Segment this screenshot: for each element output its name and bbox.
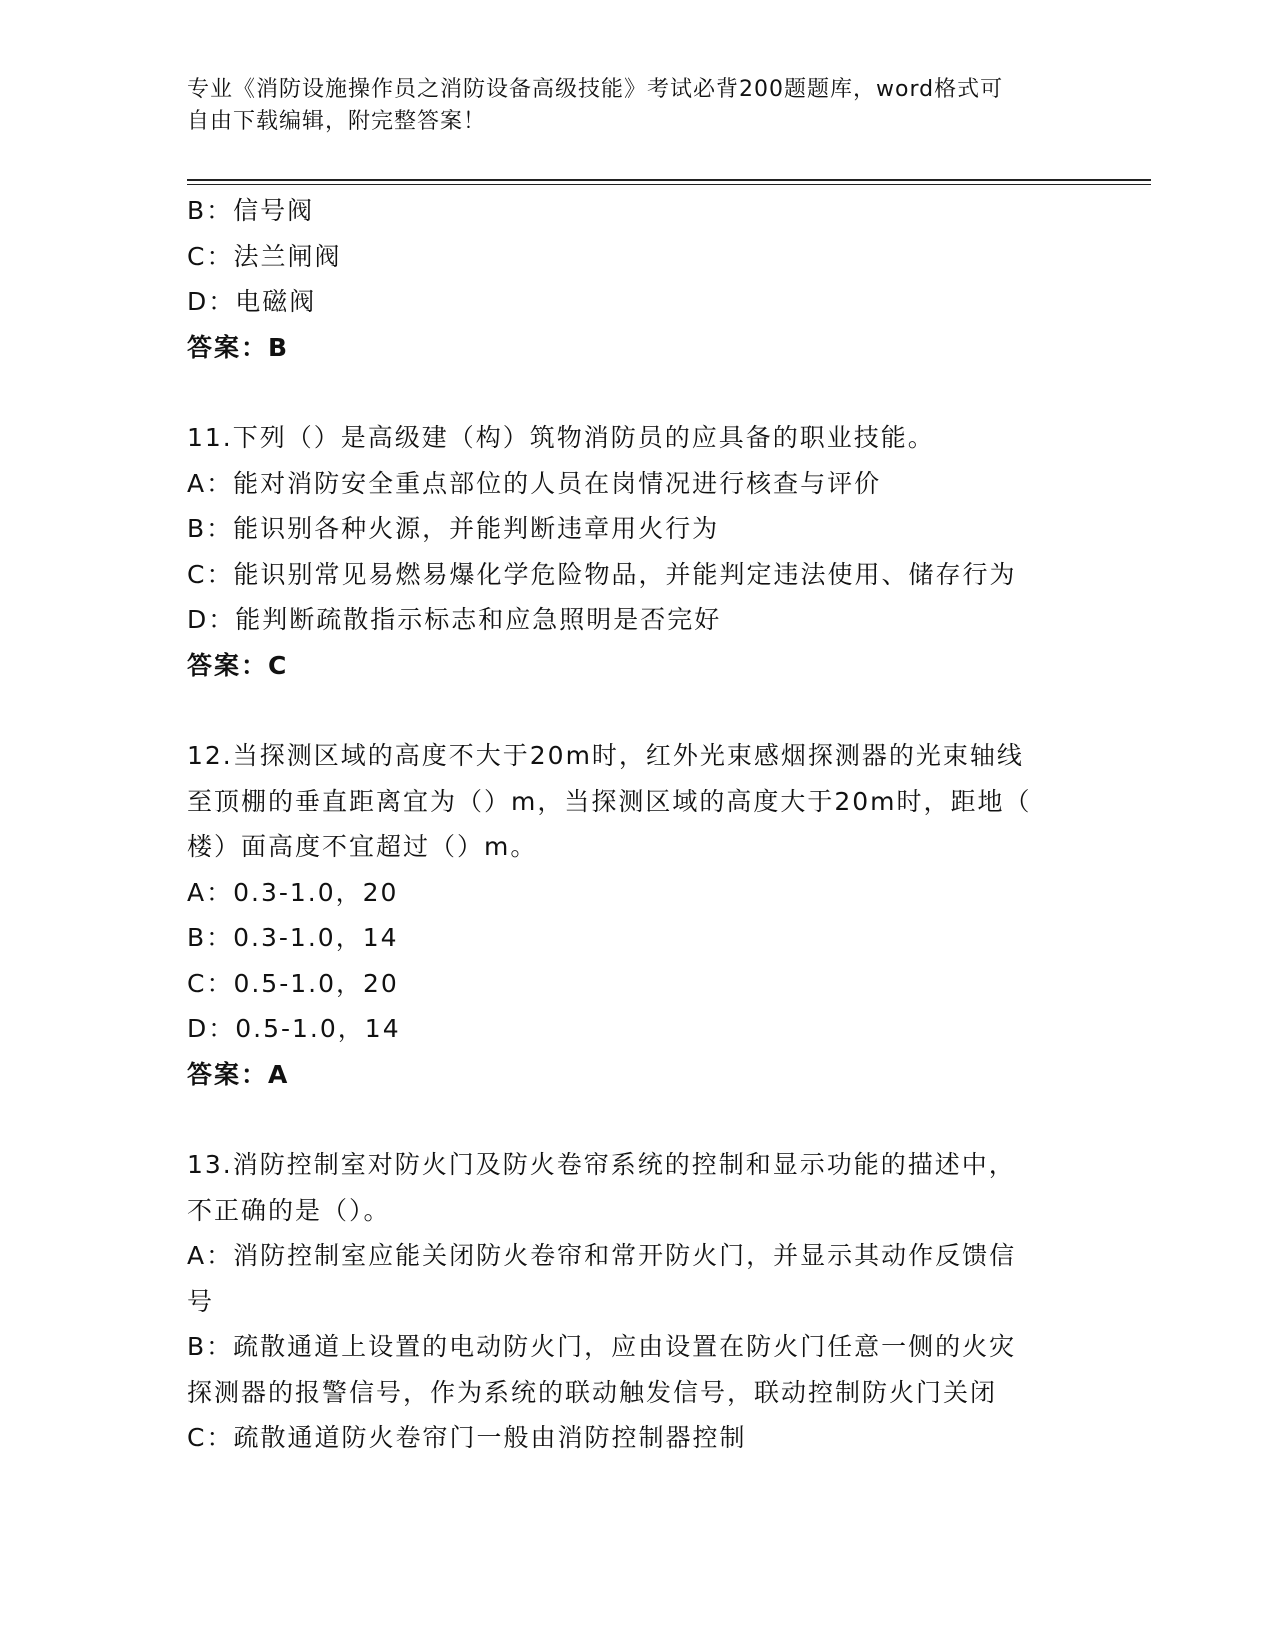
answer-text: 答案：B bbox=[187, 332, 290, 362]
option-b: B：0.3-1.0，14 bbox=[187, 923, 399, 952]
option-a: A：能对消防安全重点部位的人员在岗情况进行核查与评价 bbox=[187, 468, 882, 498]
option-c: C：0.5-1.0，20 bbox=[187, 968, 399, 998]
question-stem-line-1: 13.消防控制室对防火门及防火卷帘系统的控制和显示功能的描述中， bbox=[187, 1150, 1016, 1179]
option-d: D：能判断疏散指示标志和应急照明是否完好 bbox=[187, 605, 722, 634]
answer-text: 答案：A bbox=[187, 1059, 290, 1089]
header-line-1: 专业《消防设施操作员之消防设备高级技能》考试必背200题题库，word格式可 bbox=[187, 77, 1004, 102]
spacer bbox=[187, 1097, 1077, 1142]
question-stem-line-2: 至顶棚的垂直距离宜为（）m，当探测区域的高度大于20m时，距地（ bbox=[187, 786, 1032, 816]
option-c: C：法兰闸阀 bbox=[187, 241, 342, 271]
question-11 bbox=[187, 415, 1077, 688]
question-stem-line-1: 12.当探测区域的高度不大于20m时，红外光束感烟探测器的光束轴线 bbox=[187, 741, 1024, 770]
question-13 bbox=[187, 1142, 1077, 1461]
option-a: A：0.3-1.0，20 bbox=[187, 877, 399, 907]
spacer bbox=[187, 370, 1077, 415]
option-b: B：能识别各种火源，并能判断违章用火行为 bbox=[187, 514, 720, 543]
question-list bbox=[187, 188, 1077, 1461]
header-divider-thick bbox=[187, 179, 1151, 181]
answer-text: 答案：C bbox=[187, 650, 289, 680]
option-d: D：电磁阀 bbox=[187, 287, 317, 316]
option-b-line-1: B：疏散通道上设置的电动防火门，应由设置在防火门任意一侧的火灾 bbox=[187, 1332, 1017, 1361]
question-stem-line-2: 不正确的是（）。 bbox=[187, 1195, 391, 1225]
option-a-line-2: 号 bbox=[187, 1286, 215, 1316]
option-c: C：疏散通道防火卷帘门一般由消防控制器控制 bbox=[187, 1423, 747, 1452]
header-divider-thin bbox=[187, 184, 1151, 185]
question-12 bbox=[187, 733, 1077, 1097]
document-header bbox=[187, 74, 1087, 138]
option-b-line-2: 探测器的报警信号，作为系统的联动触发信号，联动控制防火门关闭 bbox=[187, 1377, 998, 1407]
option-c: C：能识别常见易燃易爆化学危险物品，并能判定违法使用、储存行为 bbox=[187, 559, 1017, 589]
option-d: D：0.5-1.0，14 bbox=[187, 1014, 401, 1043]
option-b: B：信号阀 bbox=[187, 196, 315, 225]
question-stem-line-3: 楼）面高度不宜超过（）m。 bbox=[187, 832, 538, 861]
option-a-line-1: A：消防控制室应能关闭防火卷帘和常开防火门，并显示其动作反馈信 bbox=[187, 1241, 1017, 1270]
spacer bbox=[187, 688, 1077, 733]
question-stem: 11.下列（）是高级建（构）筑物消防员的应具备的职业技能。 bbox=[187, 423, 935, 452]
header-line-2: 自由下载编辑，附完整答案！ bbox=[187, 109, 487, 134]
question-10 bbox=[187, 188, 1077, 370]
